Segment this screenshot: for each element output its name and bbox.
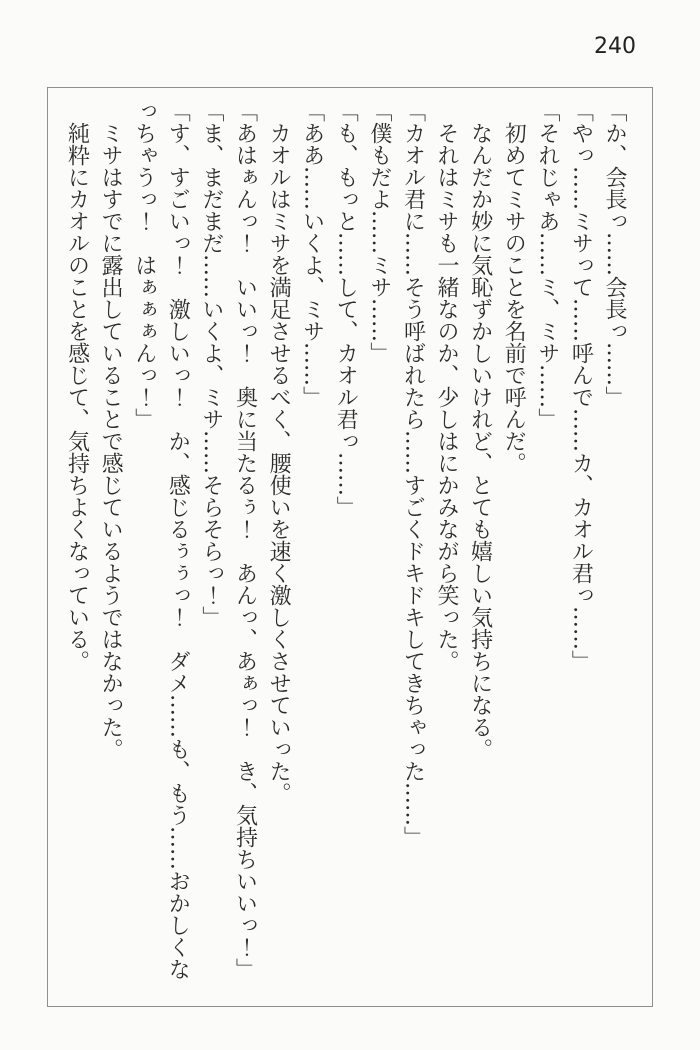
paragraph: 「僕もだよ……ミサ……」 [366, 100, 392, 364]
paragraph: 「か、会長っ……会長っ……」 [602, 100, 627, 408]
paragraph: なんだか妙に気恥ずかしいけれど、とても嬉しい気持ちになる。 [467, 122, 493, 760]
paragraph: 「カオル君に……そう呼ばれたら……すごくドキドキしてきちゃった……」 [400, 100, 426, 848]
page-number: 240 [594, 34, 636, 59]
text-block [60, 100, 631, 984]
paragraph: 「やっ……ミサって……呼んで……カ、カオル君っ……」 [568, 100, 594, 672]
page-frame [47, 87, 653, 1007]
paragraph: 「ああ……いくよ、ミサ……」 [299, 100, 325, 408]
paragraph: 「ま、まだまだ……いくよ、ミサ……そらそらっ！」 [198, 100, 224, 628]
paragraph: 初めてミサのことを名前で呼んだ。 [501, 122, 527, 474]
paragraph: 純粋にカオルのことを感じて、気持ちよくなっている。 [64, 122, 90, 672]
paragraph: 「それじゃあ……ミ、ミサ……」 [534, 100, 560, 430]
paragraph: 「す、すごいっ！ 激しいっ！ か、感じるぅぅっ！ ダメ……も、もう……おかしくなっちゃうっ！ はぁぁぁんっ！」 [131, 100, 191, 980]
paragraph: ミサはすでに露出していることで感じているようではなかった。 [98, 122, 124, 760]
paragraph: それはミサも一緒なのか、少しはにかみながら笑った。 [434, 122, 460, 672]
paragraph: 「あはぁんっ！ いいっ！ 奥に当たるぅ！ あんっ、あぁっ！ き、気持ちいいっ！」 [232, 100, 258, 980]
paragraph: 「も、もっと……して、カオル君っ……」 [333, 100, 359, 518]
paragraph: カオルはミサを満足させるべく、腰使いを速く激しくさせていった。 [266, 122, 292, 804]
